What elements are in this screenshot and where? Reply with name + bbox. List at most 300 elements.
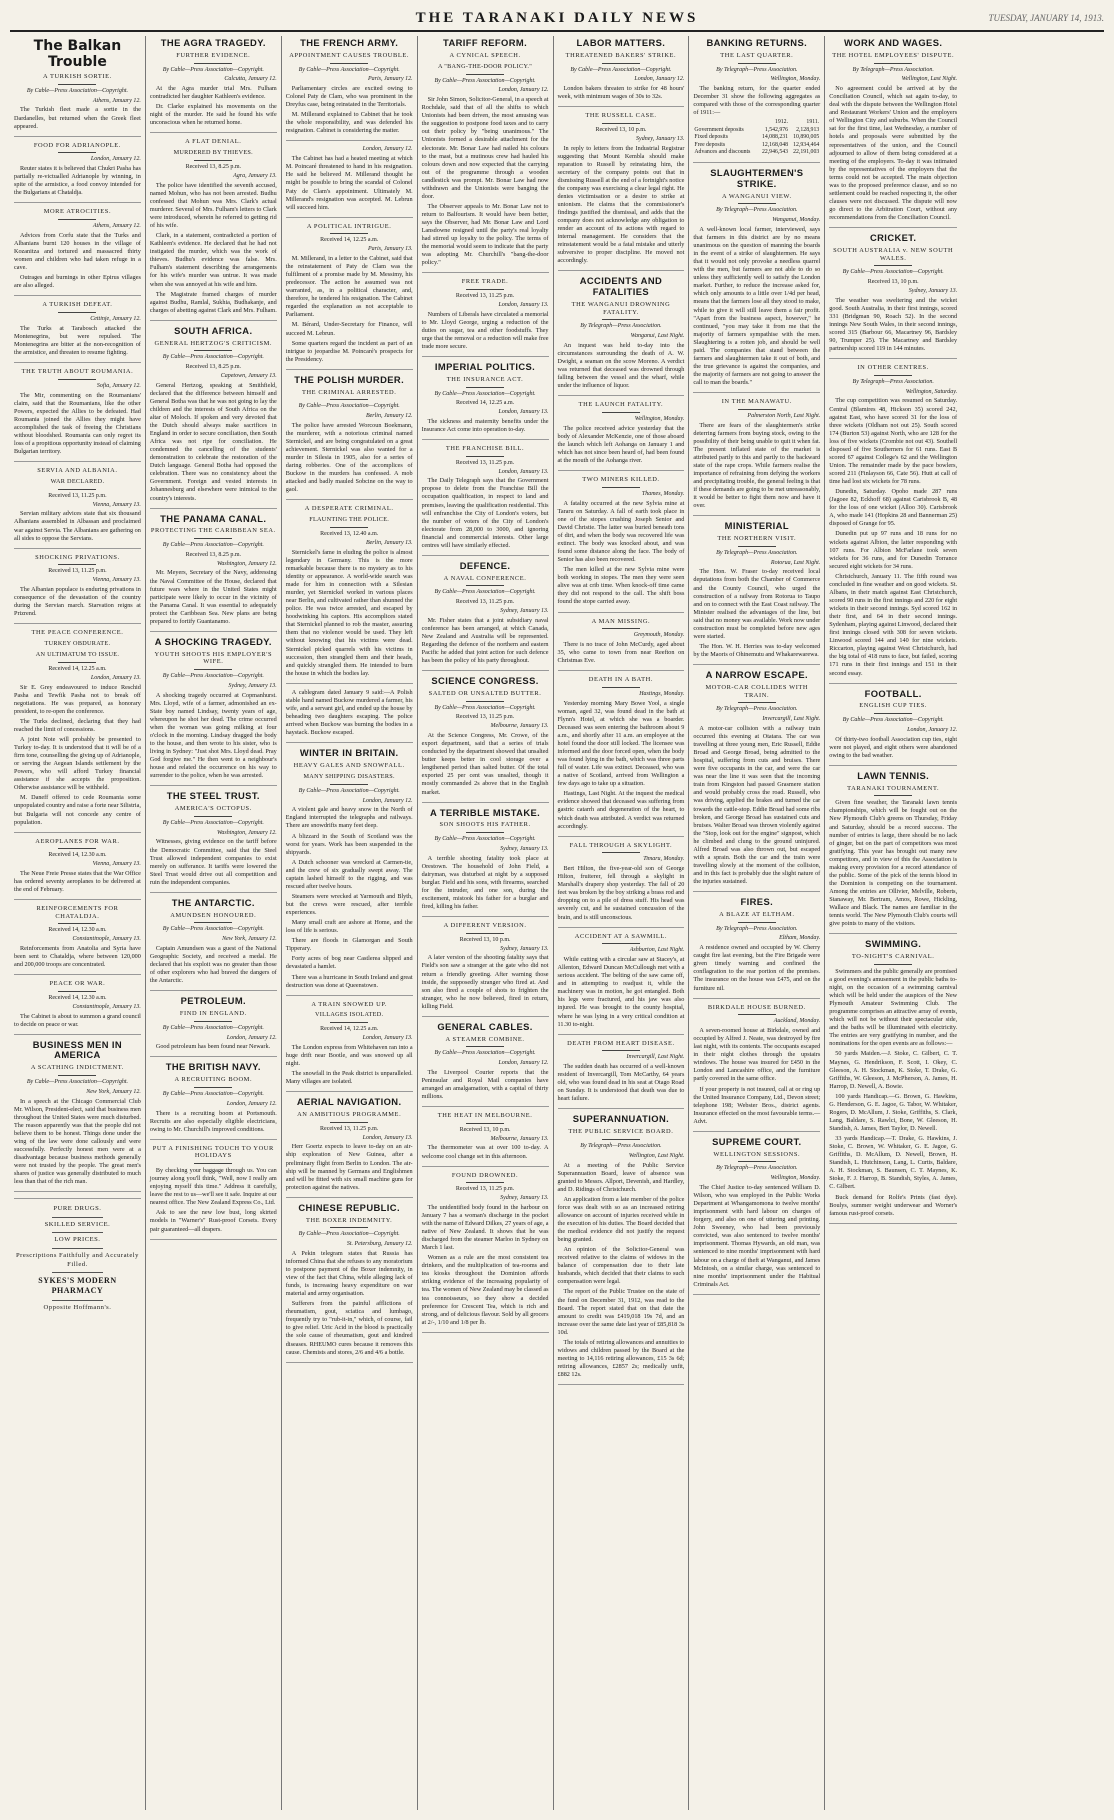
article-subheading: THE BOXER INDEMNITY. <box>306 1216 393 1224</box>
dateline: Calcutta, January 12. <box>224 76 277 83</box>
article-paragraph: The London express from Whitehaven ran into a huge drift near Bootle, and was snowed up all night. <box>285 1043 413 1068</box>
masthead-date: TUESDAY, JANUARY 14, 1913. <box>988 13 1104 23</box>
dateline: London, January 12. <box>362 797 413 804</box>
wire-credit: By Telegraph—Press Association. <box>852 378 934 385</box>
dateline: Cettinje, January 12. <box>90 316 141 322</box>
article <box>558 618 685 672</box>
article-headline: SCIENCE CONGRESS. <box>431 675 539 687</box>
dateline: Sydney, January 13. <box>500 1195 549 1202</box>
dateline: Wellington, Monday. <box>770 1175 821 1182</box>
article-paragraph: The snowfall in the Peak district is unparalleled. Many villages are isolated. <box>285 1070 413 1086</box>
article-subheading: WAR DECLARED. <box>50 477 105 485</box>
article-headline: THE STEEL TRUST. <box>166 790 260 802</box>
article <box>14 142 141 204</box>
divider-rule <box>466 1123 504 1124</box>
article-headline: FOOTBALL. <box>864 687 922 699</box>
dateline: Sydney, January 13. <box>228 682 277 689</box>
divider-rule <box>738 63 776 64</box>
article-paragraph: Reinforcements from Anatolia and Syria have been sent to Chataldja, where between 120,000 and 200,000 troops are concentrated. <box>14 945 141 969</box>
wire-credit: By Cable—Press Association—Copyright. <box>434 589 536 596</box>
divider-rule <box>58 84 96 85</box>
article-subheading: YOUTH SHOOTS HIS EMPLOYER'S WIFE. <box>154 650 273 666</box>
article-headline: PETROLEUM. <box>180 995 247 1007</box>
received-time: Received 13, 11.25 p.m. <box>455 1186 515 1193</box>
article-paragraph: By checking your baggage through us. You can journey along you'll think, "Well, now I really am enjoying myself this time." Address it carefully, leave the rest to us—we'll see it safe. Inquire at our nearest office. The New Zealand Express Co., Ltd. <box>149 1167 277 1207</box>
article-paragraph: General Hertzog, speaking at Smithfield, declared that the difference between himself and General Botha was that he was not going to lay the children and the interests of South Africa on the altar of Moloch. If spoken and very devoted that the Dutch should always make sacrifices in England in order to secure conciliation, then South Africa was not ripe for conciliation. He condemned the cancelling of the students' demonstration to celebrate the restoration of the Dutch language. General Botha had opposed the celebration. There was no consistency about the Government. Foreign and vested interests in Johannesburg and elsewhere were inimical to the country's interests. <box>149 381 277 502</box>
article <box>14 980 141 1034</box>
wire-credit: By Telegraph—Press Association. <box>852 66 934 73</box>
article <box>286 38 413 141</box>
article-subheading: TWO MINERS KILLED. <box>582 476 660 484</box>
masthead <box>10 6 1104 32</box>
advert-line: LOW PRICES. <box>54 1236 101 1244</box>
article-paragraph: At the Science Congress, Mr. Crowe, of the export department, said that a series of trials conducted by the department showed that unsalted butter keeps better in cool storage over a lengthened period than salted butter. Of the total exported 25 per cent was unsalted, though it mostly commanded 2s above that in the English market. <box>421 732 549 796</box>
article-paragraph: Outrages and burnings in other Epirus villages are also alleged. <box>14 274 141 290</box>
article <box>150 996 277 1057</box>
divider-rule <box>602 687 640 688</box>
article-paragraph: The banking return, for the quarter ended December 31 show the following aggregates as compared with those of the corresponding quarter of 1911:— <box>693 85 821 117</box>
divider-rule <box>466 289 504 290</box>
article-paragraph: The totals of retiring allowances and annuities to widows and children passed by the Board at the meeting to 14,116 retiring allowances, £15 3s 6d; retiring allowances, £2857 2s; medically unfit, £882 12s. <box>557 1338 685 1379</box>
article-headline: LAWN TENNIS. <box>857 769 930 781</box>
article-subheading: AMERICA'S OCTOPUS. <box>174 805 252 813</box>
wire-credit: By Cable—Press Association—Copyright. <box>298 787 400 794</box>
article-subheading: THE LAUNCH FATALITY. <box>578 401 664 409</box>
article-paragraph: A well-known local farmer, interviewed, says that farmers in this district are by no means unanimous on the question of manning the boards in the event of a strike of slaughtermen. He says that it would not only provoke a needless quarrel with the men, but farmers are not able to do so unless they sufficiently well to satisfy the London market. Further, to reduce the increase asked for, which only amounts to a little over 1/4d per head, means that the farmers lose all they stood to make, while to give it will still leave them a fair profit. "Apart from the business aspect, however," he continued, "you may take it from me that the majority of farmers sympathise with the men. Slaughtering is a rotten job, and should be well paid. The companies that stand between the farmers and slaughtermen take it out of both, and the true grievance is against the companies, and the majority of farmers are not going to answer the call to man the boards." <box>693 225 821 387</box>
wire-credit: By Cable—Press Association—Copyright. <box>162 673 264 680</box>
dateline: Berlin, January 13. <box>365 540 413 546</box>
table-header-cell: 1911. <box>806 119 820 126</box>
article-paragraph: The men killed at the new Sylvia mine were both working in stopes. The men they were seen alive was at crib time. When knock-off time came they did not respond to the call. The shift boss found the stope carried away. <box>557 566 685 606</box>
divider-rule <box>466 456 504 457</box>
divider-rule <box>58 219 96 220</box>
article-subheading: VILLAGES ISOLATED. <box>315 1011 384 1019</box>
received-time: Received 14, 12.30 a.m. <box>48 927 107 934</box>
article-paragraph: Mr. Fisher states that a joint subsidiary naval conference has been arranged, at which Canada, New Zealand and Australia will be represented. Regarding the defence of the northern and eastern Pacific he added that joint action for such defence has been the policy of his party throughout. <box>421 616 549 665</box>
article <box>422 1172 549 1333</box>
wire-credit: By Cable—Press Association—Copyright. <box>434 1050 536 1057</box>
article-paragraph: The Turks declined, declaring that they had reached the limit of concessions. <box>14 717 141 733</box>
wire-credit: By Cable—Press Association—Copyright. <box>570 66 672 73</box>
advert-line: SYKES'S MODERN PHARMACY <box>38 1276 117 1296</box>
received-time: Received 13, 11.25 p.m. <box>48 492 107 499</box>
article-paragraph: Witnesses, giving evidence on the tariff before the Democratic Committee, said that the Steel Trust allowed independent companies to exist merely on sufferance. It tariffs were lowered the Steel Trust would drive out all competition and ruin the independent companies. <box>149 838 277 886</box>
table-cell: Fixed deposits <box>694 134 729 141</box>
article-paragraph: Swimmers and the public generally are promised a good evening's amusement in the public baths to-night, on the occasion of a swimming carnival which will be held under the auspices of the New Plymouth Amateur Swimming Club. The programme comprises an attractive array of events, which will not be without their spectacular side, and the baths will be illuminated with electricity. The entries are very gratifying in number, and the nominations for the open events are as follows:— <box>829 967 958 1048</box>
article-subheading: A CYNICAL SPEECH. <box>449 51 521 59</box>
article <box>829 771 957 935</box>
article-paragraph: A residence owned and occupied by W. Cherry caught fire last evening, but the Fire Brigade were given timely warning and confined the conflagration to the rear portion of the premises. The insurance on the house was £475, and on the furniture nil. <box>693 944 821 992</box>
divider-rule <box>194 1021 232 1022</box>
wire-credit: By Telegraph—Press Association. <box>580 323 662 330</box>
article-headline: GENERAL CABLES. <box>437 1020 533 1032</box>
dateline: London, January 12. <box>634 76 685 83</box>
article-subheading: FOOD FOR ADRIANOPLE. <box>33 141 121 149</box>
divider-rule <box>330 233 368 234</box>
dateline: London, January 12. <box>907 726 958 733</box>
article <box>14 301 141 363</box>
article-subheading: MOTOR-CAR COLLIDES WITH TRAIN. <box>705 683 809 699</box>
article <box>558 401 685 471</box>
dateline: London, January 12. <box>226 1034 277 1041</box>
article-subheading: SERVIA AND ALBANIA. <box>37 467 118 475</box>
received-time: Received 13, 8.25 p.m. <box>185 364 242 371</box>
article-paragraph: The police received advice yesterday that the body of Alexander McKenzie, one of those aboard the launch which left Aohanga on January 1 and which has not since been heard of, had been found at the mouth of the Aohanga river. <box>557 424 685 465</box>
article-headline: CHINESE REPUBLIC. <box>298 1201 400 1213</box>
article <box>829 233 957 359</box>
article-paragraph: Advices from Corfu state that the Turks and Albanians burnt 120 houses in the village of Kozanitza and tortured and massacred thirty women and children who had taken refuge in a cave. <box>14 231 141 272</box>
article <box>150 38 277 133</box>
divider-rule <box>330 1122 368 1123</box>
advert-rule <box>52 1248 103 1249</box>
divider-rule <box>602 943 640 944</box>
article-subheading: GENERAL HERTZOG'S CRITICISM. <box>154 339 273 347</box>
article-subheading: THREATENED BAKERS' STRIKE. <box>565 51 677 59</box>
article-subheading: MORE ATROCITIES. <box>43 208 112 216</box>
dateline: Wanganui, Monday. <box>772 217 821 224</box>
article-paragraph: Clark, in a statement, contradicted a portion of Kathleen's evidence. He declared that he had not instigated the murder, which was the work of thieves. Budhu's evidence was false. Mrs. Fulham's statement describing the arrangements for his wife's murder was untrue. It was made when she was annoyed at his wife and him. <box>149 232 277 288</box>
article-headline: FIRES. <box>740 896 774 908</box>
article <box>558 1114 685 1385</box>
article-paragraph: The Liverpool Courier reports that the Peninsular and Royal Mail companies have arranged an amalgamation, with a capital of thirty millions. <box>421 1068 549 1101</box>
dateline: Invercargill, Last Night. <box>762 716 821 723</box>
dateline: Thames, Monday. <box>641 490 685 497</box>
wire-credit: By Telegraph—Press Association. <box>716 549 798 556</box>
article-subheading: THE INSURANCE ACT. <box>446 375 524 383</box>
dateline: Sydney, January 13. <box>908 287 958 294</box>
table-cell: 22,946,543 <box>761 149 789 156</box>
table-header-row <box>693 119 820 127</box>
article-paragraph: At the Agra murder trial Mrs. Fulham contradicted her daughter Kathleen's evidence. <box>149 85 277 101</box>
article-paragraph: Numbers of Liberals have circulated a memorial to Mr. Lloyd George, urging a reduction of the duties on sugar, tea and other foodstuffs. They urge that the removal or a reduction will make free trade more secure. <box>421 310 549 350</box>
article-paragraph: The Magistrate framed charges of murder against Budhu, Ramlal, Sukhia, Budhakanje, and charges of abetting against Clark and Mrs. Fulham. <box>149 290 277 314</box>
dateline: Constantinople, January 13. <box>72 936 141 943</box>
divider-rule <box>738 702 776 703</box>
article-paragraph: A fatality occurred at the new Sylvia mine at Tararu on Saturday. A fall of earth took place in one of the stopes crushing Joseph Senior and David Christie. The latter was buried beneath tons of dirt, and when the body was recovered life was extinct. The body was knocked about, and was found some distance along the face. The body of Senior has also been recovered. <box>557 499 685 564</box>
table-row <box>693 127 820 135</box>
wire-credit: By Cable—Press Association—Copyright. <box>162 819 264 826</box>
article-paragraph: The Chief Justice to-day sentenced William D. Wilson, who was employed in the Public Works Department at Whangamomona to twelve months' imprisonment with hard labour on charges of forgery, and also on one of uttering and printing. John Sweeney, who had been previously convicted, was also sentenced to twelve months' imprisonment. Thomas Hywards, an old man, was sentenced to nine months' imprisonment with hard labour on a charge of theft at Wanganui, and James McIntosh, on a similar charge, was sentenced to nine months' imprisonment under the Habitual Criminals Act. <box>693 1183 821 1288</box>
table-cell: Free deposits <box>694 141 726 148</box>
article-subheading: TARANAKI TOURNAMENT. <box>847 784 940 792</box>
divider-rule <box>58 848 96 849</box>
article-headline: THE AGRA TRAGEDY. <box>160 37 266 48</box>
divider-rule <box>194 669 232 670</box>
article-paragraph: In reply to letters from the Industrial Registrar suggesting that Mount Kembla should make reparation to Russell by reinstating him, the secretary of the company points out that in dismissing Russell at the end of a fortnight's notice the company was exercising a clear legal right. He denies victimisation or a desire to strike at unionism. He claims that the commissioner's findings justified the dismissal, and adds that the company does not acknowledge any obligation to render an account of its actions with regard to internal management. He considers that the reinstatement would be a fatal mistake and utterly subversive to proper discipline. He moved not accordingly. <box>557 144 685 265</box>
dateline: Sofia, January 12. <box>96 382 141 389</box>
divider-rule <box>466 74 504 75</box>
article-paragraph: A Pekin telegram states that Russia has informed China that she refuses to any moratorium to postpone payment of the Boxer indemnity, in view of the fact that China, while alleging lack of funds, is increasing heavy expenditure on war material and army organisation. <box>285 1249 413 1298</box>
article-paragraph: Forty acres of bog near Castlerea slipped and devastated a hamlet. <box>285 955 413 971</box>
divider-rule <box>466 1046 504 1047</box>
article-paragraph: A joint Note will probably be presented to Turkey to-day. It is understood that it will be of a firm tone, counselling the giving up of Adrianople, or serving the Aegean Islands settlement by the Powers, who will afford Turkey financial assistance if she accepts the proposition. Otherwise assistance will be withheld. <box>14 735 141 792</box>
divider-rule <box>602 628 640 629</box>
article-headline: THE ANTARCTIC. <box>171 896 255 908</box>
article-headline: AERIAL NAVIGATION. <box>296 1096 402 1108</box>
article-headline: WORK AND WAGES. <box>844 37 943 48</box>
article-subheading: A "BANG-THE-DOOR POLICY." <box>438 62 533 70</box>
dateline: London, January 13. <box>90 674 141 681</box>
divider-rule <box>874 964 912 965</box>
received-time: Received 14, 12.25 a.m. <box>455 400 515 407</box>
divider-rule <box>194 350 232 351</box>
dateline: Berlin, January 12. <box>365 413 413 420</box>
article-paragraph: A violent gale and heavy snow in the North of England interrupted the telegraphs and railways. There are snowdrifts many feet deep. <box>285 806 413 830</box>
dateline: London, January 12. <box>498 1060 549 1067</box>
article-paragraph: Servian military advices state that six thousand Albanians assembled in Albassan and proclaimed war against Servia. The Albanians are gathering on all sides to oppose the Servians. <box>14 510 141 542</box>
article-paragraph: While cutting with a circular saw at Stacey's, at Allenton, Edward Duncan McCullough met with a serious accident. The belting of the saw came off, and in attempting to readjust it, while the machinery was in motion, he got entangled. Both his legs were fractured, and his jaw was also injured. He was brought to the county hospital, where he was lying in a very critical condition at 11.30 to-night. <box>557 956 685 1028</box>
article-subheading: SALTED OR UNSALTED BUTTER. <box>428 690 542 697</box>
dateline: London, January 12. <box>226 1100 277 1107</box>
divider-rule <box>58 1075 96 1076</box>
dateline: Sydney, January 13. <box>500 608 549 615</box>
article-subheading: FOUND DROWNED. <box>451 1171 519 1179</box>
dateline: London, January 13. <box>498 301 549 308</box>
article-paragraph: Reuter states it is believed that Chukri Pasha has partially re-victualled Adrianople by winning, in spite of the armistice, a food convoy intended for the Bulgarians at Chataldja. <box>14 165 141 197</box>
divider-rule <box>330 527 368 528</box>
article <box>422 676 549 802</box>
advert-rule <box>52 1217 103 1218</box>
article-paragraph: Sufferers from the painful afflictions of rheumatism, gout, sciatica and lumbago, frequently try to "rub-it-in," which, of course, fail to give relief. Uric Acid in the blood is practically the sole cause of rheumatism, gout and kindred diseases. RHEUMO cures because it removes this cause. Chemists and stores, 2/6 and 4/6 a bottle. <box>285 1300 413 1356</box>
article-headline: THE POLISH MURDER. <box>294 373 405 385</box>
table-row <box>693 149 820 157</box>
article-subheading: SOUTH AUSTRALIA v. NEW SOUTH WALES. <box>833 246 954 262</box>
article <box>150 898 277 991</box>
article-headline: THE FRENCH ARMY. <box>300 37 399 48</box>
received-time: Received 14, 12.25 a.m. <box>320 237 379 244</box>
article-paragraph: M. Bérard, Under-Secretary for Finance, will succeed M. Lebrun. <box>285 321 413 337</box>
article <box>693 38 820 163</box>
article-paragraph: A Dutch schooner was wrecked at Carmen-tie, and the crew of six gradually swept away. The captain lashed himself to the rigging, and was rescued after twelve hours. <box>285 858 413 890</box>
article <box>286 1001 413 1093</box>
article <box>422 445 549 556</box>
article <box>286 689 413 743</box>
article-paragraph: Parliamentary circles are excited owing to Colonel Paty de Clam, who was prominent in the Dreyfus case, being reinstated in the Territorials. <box>285 85 413 109</box>
article-paragraph: The Observer appeals to Mr. Bonar Law not to return to Balfourism. It would have been better, says the Observer, had Mr. Bonar Law and Lord Lansdowne resigned until the party's real loyalty had stirred up loyalty to the policy. The terms of the memorial would seem to indicate that the party was adopting Mr. Churchill's "bang-the-door policy." <box>421 202 549 267</box>
dateline: Capetown, January 13. <box>220 372 277 379</box>
pharmacy-advert <box>14 1198 141 1312</box>
wire-credit: By Cable—Press Association—Copyright. <box>162 66 264 73</box>
dateline: London, January 13. <box>498 468 549 475</box>
divider-rule <box>330 784 368 785</box>
received-time: Received 13, 11.25 p.m. <box>455 293 515 300</box>
dateline: Invercargill, Last Night. <box>626 1054 685 1061</box>
article-paragraph: Of thirty-two football Association cup ties, eight were not played, and eight others were abandoned owing to the bad weather. <box>829 735 958 759</box>
divider-rule <box>58 923 96 924</box>
divider-rule <box>602 319 640 320</box>
article-subheading: PUT A FINISHING TOUCH TO YOUR HOLIDAYS <box>152 1144 274 1160</box>
dateline: Washington, January 12. <box>216 829 277 836</box>
table-cell: Government deposits <box>694 126 744 133</box>
article-paragraph: Given fine weather, the Taranaki lawn tennis championships, which will be fought out on the New Plymouth Club's greens on Thursday, Friday and Saturday, should be a record success. The number of entries is large, there should be no lack of ginger, but on the part of competitors was most gratifying. This year has brought out many new competitors, and in view of this the Association is making every provision for a record attendance of the public. Some of the pick of the tennis blood in the Dominion is competing on the tournament. Among the entries are Ollivier, Melville, Roberts, Stanaway, Mr. Bertram, Amos, Rowe, Hickling, Wallace and Black. The names are familiar in the tennis world. The New Plymouth Club's courts will give points to many of the visitors. <box>829 799 958 928</box>
divider-rule <box>874 63 912 64</box>
article-paragraph: A shocking tragedy occurred at Copmanhurst. Mrs. Lloyd, wife of a farmer, admonished an ex-State boy named Lindsay, twenty years of age, whereupon he shot her dead. The crime occurred when the woman was going milking at four o'clock in the morning. Lindsay dragged the body to the house, and then wrote to his sister, who is living in Sydney: "Just shot Mrs. Lloyd dead. Pray God forgive me." He then went to a neighbour's house and related the occurrence on his way to surrender to the police, when he was arrested. <box>149 691 277 780</box>
dateline: Rotorua, Last Night. <box>770 559 821 566</box>
column-7 <box>825 36 961 1810</box>
article-paragraph: There is a recruiting boom at Portsmouth. Recruits are also especially eligible electricians, owing to Mr. Churchill's improved conditions. <box>149 1109 277 1133</box>
article <box>422 922 549 1017</box>
article-paragraph: The Mir, commenting on the Roumanians' claim, said that the Roumanians, like the other Powers, expected the Allies to be defeated. Had Roumania joined the Allies they might have accomplished the task of freeing the Christians without bloodshed. Roumania can only regret its loss of a propitious opportunity instead of claiming Bulgarian territory. <box>14 391 141 455</box>
received-time: Received 13, 8.25 p.m. <box>185 551 242 558</box>
article-subheading: THE PEACE CONFERENCE. <box>31 629 124 637</box>
article-subheading: IN THE MANAWATU. <box>721 398 792 406</box>
article-paragraph: An application from a late member of the police force was dealt with so as an increased retiring allowance on account of injuries received while in the execution of his duties. The Board decided that the medical evidence did not justify the request being granted. <box>557 1195 685 1244</box>
article-paragraph: Steamers were wrecked at Yarmouth and Blyth, but the crews were rescued, after terrible experiences. <box>285 892 413 917</box>
received-time: Received 13, 11.25 p.m. <box>455 714 515 721</box>
article-headline: A TERRIBLE MISTAKE. <box>429 806 541 818</box>
article-subheading: TURKEY OBDURATE. <box>44 639 111 647</box>
article-subheading: A DIFFERENT VERSION. <box>443 922 527 930</box>
divider-rule <box>602 487 640 488</box>
divider-rule <box>738 203 776 204</box>
article <box>422 38 549 273</box>
table-header-cell <box>693 119 757 127</box>
dateline: Melbourne, January 13. <box>490 1135 549 1142</box>
article-paragraph: If your property is not insured, call at or ring up the United Insurance Company, Ltd., Devon street; telephone 198; Webster Bros., district agents. Insurance effected on the most favourable terms.—Advt. <box>693 1085 821 1125</box>
article <box>422 808 549 918</box>
wire-credit: By Cable—Press Association—Copyright. <box>434 836 536 843</box>
article-subheading: FREE TRADE. <box>461 278 509 286</box>
received-time: Received 13, 10 p.m. <box>459 1126 511 1133</box>
article <box>150 637 277 786</box>
dateline: London, January 13. <box>498 409 549 416</box>
article-subheading: A NAVAL CONFERENCE. <box>443 574 527 582</box>
table-cell: 14,088,231 <box>761 134 789 141</box>
article-subheading: ACCIDENT AT A SAWMILL. <box>574 932 668 940</box>
dateline: Auckland, Monday. <box>773 1018 821 1025</box>
article-paragraph: Dr. Clarke explained his movements on the night of the murder. He said he found his wife unconscious when he returned home. <box>149 103 277 127</box>
advert-line: Opposite Hoffmann's. <box>43 1303 112 1311</box>
dateline: Agra, January 13. <box>233 172 277 179</box>
article-paragraph: A terrible shooting fatality took place at Orestown. The household of John Field, a dairyman, was disturbed at night by a supposed burglar. Field and his sons, with firearms, searched for the intruder, and one son, during the excitement, mistook his father for a burglar and fired, killing his father. <box>421 854 549 911</box>
dateline: Wellington, Monday. <box>634 416 685 423</box>
article-subheading: A TRAIN SNOWED UP. <box>311 1000 388 1008</box>
divider-rule <box>602 852 640 853</box>
dateline: Vienna, January 13. <box>92 501 141 508</box>
article <box>693 670 820 892</box>
divider-rule <box>194 816 232 817</box>
wire-credit: By Cable—Press Association—Copyright. <box>298 1231 400 1238</box>
article-paragraph: M. Daneff offered to cede Roumania some unpopulated country and raise a forte near Silistria, but Bulgaria will not concede any centre of population. <box>14 794 141 826</box>
article-headline: LABOR MATTERS. <box>576 37 666 48</box>
article-paragraph: Herr Goertz expects to leave to-day on an air-ship exploration of New Guinea, after a preliminary flight from Berlin to London. The air-ship will be manned by Germans and Englishmen and will be fitted with six small machine guns for protection against the natives. <box>285 1143 413 1191</box>
article-subheading: AEROPLANES FOR WAR. <box>35 837 120 845</box>
article-paragraph: Yesterday morning Mary Bowe Yool, a single woman, aged 32, was found dead in the bath at Flynn's Hotel, at which she was a boarder. Deceased was seen entering the bathroom about 9 a.m., and shortly after 11 a.m. an employee at the hotel found the door still locked. The licensee was informed and the door forced open, when the body was found lying in the bath, which was three parts full of water. Life was extinct. Deceased, who was a native of Scotland, arrived from Wellington a few days ago to take up a situation. <box>557 699 685 788</box>
article-paragraph: In a speech at the Chicago Commercial Club Mr. Wilson, President-elect, said that business men throughout the United States were much disturbed. The reason apparently was that the people did not believe them to be honest. Things done under the wing of the law were done callously and were successfully. Perfectly honest men were at a disadvantage because business methods generally were not trusted by the people. The great men's shares of justice was generally distributed to much less than that of the rich man. <box>14 1097 141 1186</box>
article-paragraph: Women as a rule are the most consistent tea drinkers, and the multiplication of tea-rooms and tea kiosks throughout the Dominion affords striking evidence of the increasing popularity of tea. The women of New Zealand may be classed as tea connoisseurs, so they show a decided preference for Crescent Tea, which is rich and strong, and of delicious flavour. Sold by all grocers at 2/-, 1/10 and 1/8 per lb. <box>421 1254 549 1326</box>
article-subheading: AMUNDSEN HONOURED. <box>170 911 257 919</box>
column-2 <box>146 36 282 1810</box>
wire-credit: By Telegraph—Press Association. <box>716 706 798 713</box>
article-headline: ACCIDENTS AND FATALITIES <box>579 275 663 298</box>
dateline: London, January 12. <box>90 156 141 163</box>
advert-line: PURE DRUGS. <box>53 1205 102 1213</box>
article-headline: A SHOCKING TRAGEDY. <box>154 635 272 647</box>
dateline: Palmerston North, Last Night. <box>747 412 821 419</box>
article <box>14 629 141 832</box>
dateline: Melbourne, January 13. <box>490 723 549 730</box>
article <box>422 1112 549 1166</box>
article-subheading: A TURKISH SORTIE. <box>43 73 112 81</box>
divider-rule <box>874 795 912 796</box>
divider-rule <box>194 1163 232 1164</box>
article-subheading: A BLAZE AT ELTHAM. <box>719 910 795 918</box>
divider-rule <box>874 375 912 376</box>
article-subheading: A RECRUITING BOOM. <box>174 1076 253 1084</box>
article-paragraph: The Turkish fleet made a sortie in the Dardanelles, but returned when the Greek fleet appeared. <box>14 106 141 130</box>
article-headline: TARIFF REFORM. <box>443 37 528 48</box>
article-paragraph: The sudden death has occurred of a well-known resident of Invercargill, Tom McCarthy, 64 years old, who was found dead in his seat at Otago Road on Sunday. It is understood that death was due to heart failure. <box>557 1063 685 1103</box>
article-paragraph: There are floods in Glamorgan and South Tipperary. <box>285 937 413 953</box>
wire-credit: By Cable—Press Association—Copyright. <box>162 354 264 361</box>
wire-credit: By Cable—Press Association—Copyright. <box>162 1024 264 1031</box>
advert-rule <box>52 1272 103 1273</box>
table-cell: 12,934,464 <box>793 141 820 148</box>
divider-rule <box>738 546 776 547</box>
article <box>422 278 549 357</box>
article-subheading: WELLINGTON SESSIONS. <box>713 1150 801 1158</box>
article <box>693 168 820 393</box>
article <box>693 398 820 516</box>
divider-rule <box>602 1050 640 1051</box>
article-paragraph: The unidentified body found in the harbour on January 7 has a woman's discharge in the pocket with the name of Edward Dilkes, 27 years of age, a native of New Zealand. It shows that he was discharged from the steamer Marloo in Sydney on March 1 last. <box>421 1203 549 1252</box>
article-paragraph: M. Millerand explained to Cabinet that he took the whole responsibility, and was defended his resignation. Cabinet is considering the matter. <box>285 111 413 135</box>
advert-line: SKILLED SERVICE. <box>44 1220 111 1228</box>
received-time: Received 13, 8.25 p.m. <box>185 164 242 171</box>
article-paragraph: A cablegram dated January 9 said:—A Polish stable hand named Buckow murdered a farmer, his wife, and a servant girl, and ended up the house by beheading two daughters escaping. The police arrived when Buckow was burning the bodies in a haystack. Buckow escaped. <box>285 688 413 737</box>
article-subheading: IN OTHER CENTRES. <box>857 364 929 372</box>
banking-table <box>693 119 820 157</box>
article-paragraph: The sickness and maternity benefits under the Insurance Act come into operation to-day. <box>421 417 549 434</box>
article-paragraph: Sternickel's fame in eluding the police is almost legendary in Germany. This is the more remarkable because there is no mystery as to his identity or appearance. A world-wide search was made for him in connection with a Silesian murder, yet Sternickel worked in various places near Berlin, and cultivated rather than shunned the police. He was twice arrested, and escaped by hoodwinking his captors. His accomplices stated that Sternickel planned to rob the master, assuring them that no violence would be used. They left without knowing that his victims were dead. Sternickel picked quarrels with his victims in succession, then strangled them and their heads, and quickly strangled them. He intended to burn the house in which the bodies lay. <box>285 548 413 677</box>
article-headline: A NARROW ESCAPE. <box>705 669 809 681</box>
dateline: Athens, January 12. <box>92 223 141 230</box>
wire-credit: By Cable—Press Association—Copyright. <box>842 269 944 276</box>
article-paragraph: Captain Amundsen was a guest of the National Geographic Society, and received a medal. He declared that his exploit was no greater than those of other explorers who had braved the dangers of the Antarctic. <box>149 944 277 985</box>
article <box>14 905 141 975</box>
article-subheading: THE PUBLIC SERVICE BOARD. <box>568 1128 674 1136</box>
article-subheading: A DESPERATE CRIMINAL. <box>304 505 394 513</box>
article <box>558 112 685 271</box>
wire-credit: By Cable—Press Association—Copyright. <box>434 704 536 711</box>
columns <box>10 36 1104 1810</box>
divider-rule <box>194 63 232 64</box>
advert-rule <box>52 1300 103 1301</box>
article <box>150 326 277 509</box>
article-subheading: REINFORCEMENTS FOR CHATALDJA. <box>36 905 119 920</box>
article-paragraph: The Turks at Tarabosch attacked the Montenegrins, but were repulsed. The Montenegrins are bitter at the non-recognition of the armistice, and threaten to resume fighting. <box>14 324 141 356</box>
article-paragraph: 100 yards Handicap.—G. Brown, G. Hawkins, G. Henderson, G. E. Jagoe, G. Tabor, W. Whitaker, Rogers, D. McAllum, J. Stoke, Griffiths, S. Clark, Lang, Baldare, S. Rawlci, Bone, W. Gleeson, H. Standish, A. James, Bert Taylor, D. Newell. <box>829 1092 958 1133</box>
dateline: Wellington, Monday. <box>770 76 821 83</box>
article-subheading: MURDERED BY THIEVES. <box>173 149 254 157</box>
article-paragraph: 50 yards Maiden.—J. Stoke, C. Gilbert, C. T. Maynes, G. Hendrikson, F. Scott, I. Okey, C. Gleeson, A. H. Stockman, K. Stoke, T. Drake, G. Griffiths, W. Gleeson, J. McPherson, A. James, H. Harrop, D. Newell, A. Bowie. <box>829 1050 958 1090</box>
wire-credit: By Telegraph—Press Association. <box>716 66 798 73</box>
article-subheading: FIND IN ENGLAND. <box>179 1010 247 1018</box>
article <box>558 933 685 1035</box>
divider-rule <box>330 1022 368 1023</box>
article-paragraph: There is no trace of John McCurdy, aged about 35, who came to town from near Reefton on Christmas Eve. <box>557 640 685 665</box>
article <box>829 939 957 1223</box>
column-4 <box>418 36 554 1810</box>
article-headline: SUPREME COURT. <box>712 1135 802 1147</box>
article <box>150 1145 277 1240</box>
article-paragraph: No agreement could be arrived at by the Conciliation Council, which sat again to-day, to deal with the dispute between the Wellington Hotel and Restaurant Workers' Union and the employers of Wellington City and suburbs. When the Council sat for the first time, last Wednesday, a number of hotels and proposals were submitted by the representatives of the union, and the Council adjourned to allow of them being considered at a meeting of the employers. To-day it was intimated by the representatives of the employers that the terms could not be accepted. The main objection was to the proposed preference clause, and so no settlement could be reached respecting it, the other clauses were not discussed. The dispute will now go direct to the Arbitration Court, without any recommendations from the Conciliation Council. <box>829 85 958 222</box>
article <box>693 897 820 998</box>
article-headline: WINTER IN BRITAIN. <box>299 747 399 759</box>
advert-footer: Buck demand for Rolfe's Prints (fast dye). Boulys, summer weight underwear and Worner's famous rust-proof corsets. <box>829 1193 958 1217</box>
table-row <box>693 134 820 142</box>
article-paragraph: Bert Hilton, the five-year-old son of George Hilton, fruiterer, fell through a skylight in Marshall's drapery shop yesterday. The fall of 20 feet was broken by the boy striking a brass rod and dropping on to a pile of dress stuff. His head was severely cut, and he sustained concussion of the brain, and is still unconscious. <box>557 865 685 921</box>
